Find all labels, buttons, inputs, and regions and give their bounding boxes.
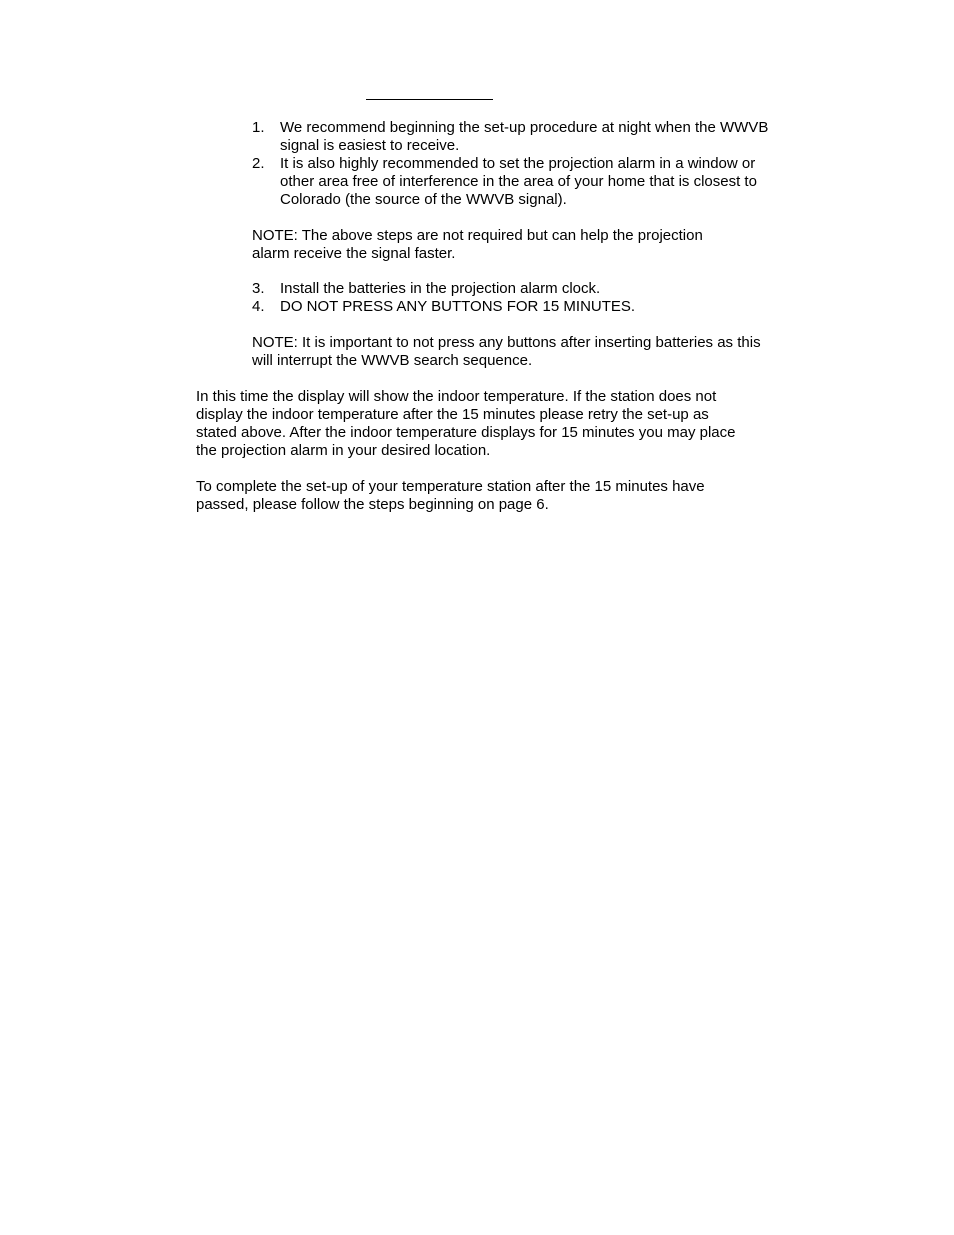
step-number: 3. [252,280,265,297]
heading-underline [366,99,493,100]
step-text: We recommend beginning the set-up procedure at night when the WWVB signal is easiest to receive. [280,119,769,154]
step-text: DO NOT PRESS ANY BUTTONS FOR 15 MINUTES. [280,298,636,315]
list-item [252,119,772,155]
steps-list-1 [252,119,772,209]
note-paragraph: NOTE: It is important to not press any buttons after inserting batteries as this will interrupt the WWVB search sequence. [252,334,761,369]
note-paragraph: NOTE: The above steps are not required but can help the projection alarm receive the signal faster. [252,227,703,262]
body-paragraph: In this time the display will show the indoor temperature. If the station does not display the indoor temperature after the 15 minutes please retry the set-up as stated above. After the indoor temperature displays for 15 minutes you may place the projection alarm in your desired location. [196,388,736,459]
step-number: 1. [252,119,265,136]
step-text: Install the batteries in the projection alarm clock. [280,280,601,297]
list-item [252,298,772,316]
body-paragraph: To complete the set-up of your temperature station after the 15 minutes have passed, please follow the steps beginning on page 6. [196,478,705,513]
list-item [252,280,772,298]
step-number: 2. [252,155,265,172]
list-item [252,155,772,209]
step-text: It is also highly recommended to set the projection alarm in a window or other area free of interference in the area of your home that is closest to Colorado (the source of the WWVB signal). [280,155,757,208]
steps-list-2 [252,280,772,316]
step-number: 4. [252,298,265,315]
